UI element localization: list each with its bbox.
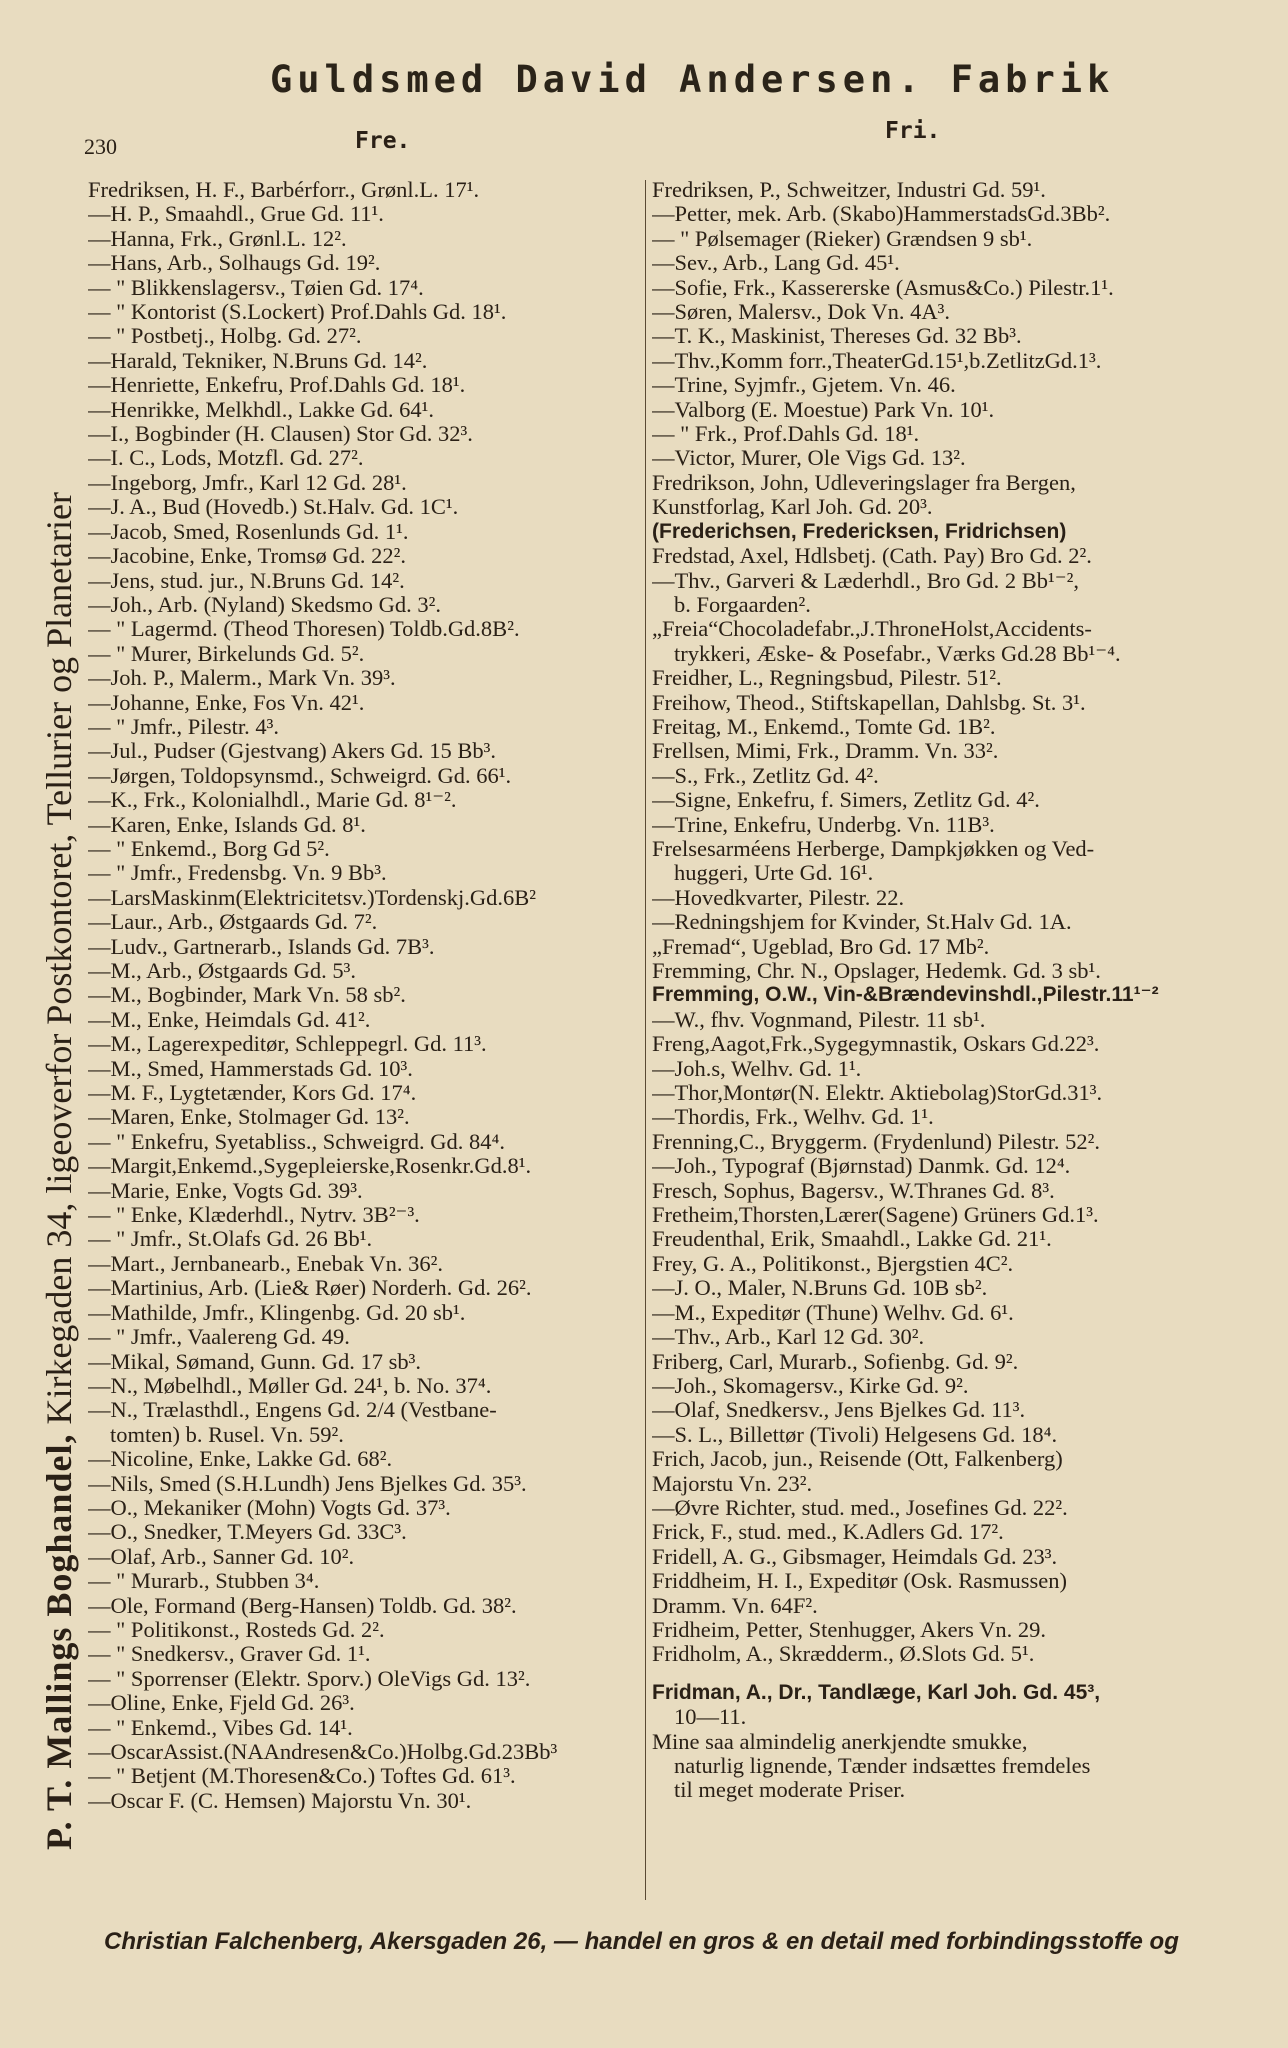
directory-entry: Mine saa almindelig anerkjendte smukke, bbox=[652, 1729, 1028, 1754]
side-ad-bold: P. T. Mallings Boghandel, bbox=[39, 1433, 79, 1850]
directory-entry: —Mart., Jernbanearb., Enebak Vn. 36². bbox=[88, 1251, 443, 1276]
directory-entry: „Freia“Chocoladefabr.,J.ThroneHolst,Accidents- bbox=[652, 617, 1092, 642]
directory-entry: —M., Lagerexpeditør, Schleppegrl. Gd. 11³. bbox=[88, 1032, 487, 1057]
header-title: Guldsmed David Andersen. bbox=[270, 58, 925, 101]
guide-word-left: Fre. bbox=[355, 128, 411, 154]
page-number: 230 bbox=[84, 134, 117, 159]
directory-entry: —Olaf, Snedkersv., Jens Bjelkes Gd. 11³. bbox=[652, 1398, 1026, 1423]
directory-entry: —O., Mekaniker (Mohn) Vogts Gd. 37³. bbox=[88, 1495, 451, 1520]
directory-entry: Freng,Aagot,Frk.,Sygegymnastik, Oskars Gd.22³. bbox=[652, 1032, 1100, 1057]
directory-entry: trykkeri, Æske- & Posefabr., Værks Gd.28 Bb¹⁻⁴. bbox=[674, 641, 1121, 666]
directory-entry: —Thv., Arb., Karl 12 Gd. 30². bbox=[652, 1325, 925, 1350]
directory-entry: —J. A., Bud (Hovedb.) St.Halv. Gd. 1C¹. bbox=[88, 495, 459, 520]
directory-entry: —LarsMaskinm(Elektricitetsv.)Tordenskj.Gd.6B² bbox=[88, 885, 537, 910]
directory-entry: —Jacob, Smed, Rosenlunds Gd. 1¹. bbox=[88, 519, 409, 544]
directory-entry: Fredstad, Axel, Hdlsbetj. (Cath. Pay) Bro Gd. 2². bbox=[652, 544, 1092, 569]
directory-entry: — " Politikonst., Rosteds Gd. 2². bbox=[88, 1617, 385, 1642]
directory-entry: —Hans, Arb., Solhaugs Gd. 19². bbox=[88, 251, 381, 276]
directory-entry: —Joh.s, Welhv. Gd. 1¹. bbox=[652, 1056, 862, 1081]
directory-entry: —M., Smed, Hammerstads Gd. 10³. bbox=[88, 1056, 413, 1081]
directory-entry: Freihow, Theod., Stiftskapellan, Dahlsbg. St. 3¹. bbox=[652, 690, 1086, 715]
directory-entry: —Sofie, Frk., Kassererske (Asmus&Co.) Pilestr.1¹. bbox=[652, 275, 1114, 300]
directory-entry: — " Jmfr., Vaalereng Gd. 49. bbox=[88, 1325, 350, 1350]
directory-entry: —Trine, Syjmfr., Gjetem. Vn. 46. bbox=[652, 373, 956, 398]
directory-entry: —Redningshjem for Kvinder, St.Halv Gd. 1A. bbox=[652, 910, 1072, 935]
directory-entry: —J. O., Maler, N.Bruns Gd. 10B sb². bbox=[652, 1276, 988, 1301]
directory-entry: Fridman, A., Dr., Tandlæge, Karl Joh. Gd. 45³, bbox=[652, 1680, 1101, 1704]
directory-entry: —N., Trælasthdl., Engens Gd. 2/4 (Vestbane- bbox=[88, 1398, 497, 1423]
directory-entry: Fretheim,Thorsten,Lærer(Sagene) Grüners Gd.1³. bbox=[652, 1203, 1099, 1228]
directory-entry: —M., Arb., Østgaards Gd. 5³. bbox=[88, 959, 356, 983]
directory-entry: —Ingeborg, Jmfr., Karl 12 Gd. 28¹. bbox=[88, 470, 407, 495]
right-column bbox=[652, 178, 1212, 1803]
directory-entry: — " Jmfr., St.Olafs Gd. 26 Bb¹. bbox=[88, 1227, 373, 1252]
directory-entry: Fredriksen, H. F., Barbérforr., Grønl.L. 17¹. bbox=[88, 178, 480, 202]
directory-entry: —Ole, Formand (Berg-Hansen) Toldb. Gd. 38². bbox=[88, 1593, 517, 1618]
guide-word-right: Fri. bbox=[885, 118, 941, 144]
directory-entry: —Oline, Enke, Fjeld Gd. 26³. bbox=[88, 1691, 355, 1716]
directory-entry: — " Enkemd., Borg Gd 5². bbox=[88, 836, 330, 861]
directory-entry: Fremming, O.W., Vin-&Brændevinshdl.,Pilestr.11¹⁻² bbox=[652, 983, 1159, 1007]
directory-entry: —Johanne, Enke, Fos Vn. 42¹. bbox=[88, 690, 365, 715]
side-advertisement bbox=[38, 260, 88, 1850]
directory-entry: Dramm. Vn. 64F². bbox=[652, 1593, 818, 1618]
directory-entry: —Jacobine, Enke, Tromsø Gd. 22². bbox=[88, 544, 406, 569]
directory-entry: — " Jmfr., Fredensbg. Vn. 9 Bb³. bbox=[88, 861, 387, 886]
directory-entry: Freidher, L., Regningsbud, Pilestr. 51². bbox=[652, 666, 1002, 691]
directory-entry: —Signe, Enkefru, f. Simers, Zetlitz Gd. 4². bbox=[652, 788, 1040, 813]
directory-entry: —Jens, stud. jur., N.Bruns Gd. 14². bbox=[88, 568, 405, 593]
directory-entry: — " Enkefru, Syetabliss., Schweigrd. Gd. 84⁴. bbox=[88, 1129, 505, 1154]
directory-entry: Frellsen, Mimi, Frk., Dramm. Vn. 33². bbox=[652, 739, 999, 764]
directory-entry: —S. L., Billettør (Tivoli) Helgesens Gd. 18⁴. bbox=[652, 1422, 1058, 1447]
directory-entry: „Fremad“, Ugeblad, Bro Gd. 17 Mb². bbox=[652, 934, 990, 959]
directory-entry: — " Lagermd. (Theod Thoresen) Toldb.Gd.8B². bbox=[88, 617, 520, 642]
directory-entry: — " Frk., Prof.Dahls Gd. 18¹. bbox=[652, 422, 920, 447]
directory-entry: —Henriette, Enkefru, Prof.Dahls Gd. 18¹. bbox=[88, 373, 466, 398]
directory-entry: —T. K., Maskinist, Thereses Gd. 32 Bb³. bbox=[652, 324, 1022, 349]
directory-entry: —M. F., Lygtetænder, Kors Gd. 17⁴. bbox=[88, 1081, 417, 1106]
directory-entry: Frey, G. A., Politikonst., Bjergstien 4C². bbox=[652, 1251, 1014, 1276]
directory-entry: —Thv., Garveri & Læderhdl., Bro Gd. 2 Bb¹⁻², bbox=[652, 568, 1079, 593]
directory-entry: —I., Bogbinder (H. Clausen) Stor Gd. 32³. bbox=[88, 422, 473, 447]
directory-entry: — " Pølsemager (Rieker) Grændsen 9 sb¹. bbox=[652, 226, 1033, 251]
directory-entry: —Joh., Typograf (Bjørnstad) Danmk. Gd. 12⁴. bbox=[652, 1154, 1071, 1179]
directory-entry: til meget moderate Priser. bbox=[674, 1778, 906, 1803]
directory-entry: —Hanna, Frk., Grønl.L. 12². bbox=[88, 226, 347, 251]
directory-entry: huggeri, Urte Gd. 16¹. bbox=[674, 861, 874, 886]
directory-entry: —S., Frk., Zetlitz Gd. 4². bbox=[652, 763, 879, 788]
directory-entry: —Joh., Arb. (Nyland) Skedsmo Gd. 3². bbox=[88, 592, 441, 617]
directory-entry: — " Snedkersv., Graver Gd. 1¹. bbox=[88, 1642, 371, 1667]
directory-entry: —Thor,Montør(N. Elektr. Aktiebolag)StorGd.31³. bbox=[652, 1081, 1103, 1106]
directory-entry: Fremming, Chr. N., Opslager, Hedemk. Gd. 3 sb¹. bbox=[652, 959, 1101, 983]
directory-entry: — " Murarb., Stubben 3⁴. bbox=[88, 1569, 320, 1594]
directory-entry: —Valborg (E. Moestue) Park Vn. 10¹. bbox=[652, 397, 995, 422]
directory-entry: —Øvre Richter, stud. med., Josefines Gd. 22². bbox=[652, 1495, 1068, 1520]
directory-entry: —Nicoline, Enke, Lakke Gd. 68². bbox=[88, 1447, 393, 1472]
directory-entry: Fredriksen, P., Schweitzer, Industri Gd. 59¹. bbox=[652, 178, 1046, 202]
directory-entry: —M., Bogbinder, Mark Vn. 58 sb². bbox=[88, 983, 406, 1008]
directory-entry: Fridell, A. G., Gibsmager, Heimdals Gd. 23³. bbox=[652, 1544, 1058, 1569]
directory-entry: —Margit,Enkemd.,Sygepleierske,Rosenkr.Gd.8¹. bbox=[88, 1154, 532, 1179]
directory-entry: —Olaf, Arb., Sanner Gd. 10². bbox=[88, 1544, 355, 1569]
directory-entry: Kunstforlag, Karl Joh. Gd. 20³. bbox=[652, 495, 933, 520]
directory-entry: naturlig lignende, Tænder indsættes fremdeles bbox=[674, 1754, 1091, 1778]
directory-entry: tomten) b. Rusel. Vn. 59². bbox=[110, 1422, 344, 1447]
directory-entry: —Joh., Skomagersv., Kirke Gd. 9². bbox=[652, 1373, 969, 1398]
directory-entry: Freitag, M., Enkemd., Tomte Gd. 1B². bbox=[652, 714, 996, 739]
directory-entry: Majorstu Vn. 23². bbox=[652, 1471, 813, 1496]
directory-entry: —Laur., Arb., Østgaards Gd. 7². bbox=[88, 910, 378, 935]
directory-entry: —W., fhv. Vognmand, Pilestr. 11 sb¹. bbox=[652, 1007, 986, 1032]
directory-entry: —Maren, Enke, Stolmager Gd. 13². bbox=[88, 1105, 410, 1130]
directory-entry: —Sev., Arb., Lang Gd. 45¹. bbox=[652, 251, 900, 276]
directory-entry: —Ludv., Gartnerarb., Islands Gd. 7B³. bbox=[88, 934, 435, 959]
left-column bbox=[88, 178, 648, 1813]
directory-entry: — " Postbetj., Holbg. Gd. 27². bbox=[88, 324, 362, 349]
directory-entry: Frick, F., stud. med., K.Adlers Gd. 17². bbox=[652, 1520, 1004, 1545]
side-ad-text: Kirkegaden 34, ligeoverfor Postkontoret, Tellurier og Planetarier bbox=[39, 492, 79, 1425]
directory-entry: Fridholm, A., Skrædderm., Ø.Slots Gd. 5¹. bbox=[652, 1642, 1035, 1667]
directory-entry: —M., Expeditør (Thune) Welhv. Gd. 6¹. bbox=[652, 1300, 1014, 1325]
directory-entry: Fredrikson, John, Udleveringslager fra Bergen, bbox=[652, 470, 1076, 495]
directory-entry: — " Kontorist (S.Lockert) Prof.Dahls Gd. 18¹. bbox=[88, 300, 507, 325]
running-header bbox=[270, 58, 1170, 101]
header-right: Fabrik bbox=[950, 58, 1115, 101]
directory-entry: — " Murer, Birkelunds Gd. 5². bbox=[88, 641, 365, 666]
directory-entry: Frelsesarméens Herberge, Dampkjøkken og Ved- bbox=[652, 836, 1095, 861]
directory-entry: Frich, Jacob, jun., Reisende (Ott, Falkenberg) bbox=[652, 1447, 1063, 1472]
directory-entry: —H. P., Smaahdl., Grue Gd. 11¹. bbox=[88, 202, 384, 227]
directory-entry: —Henrikke, Melkhdl., Lakke Gd. 64¹. bbox=[88, 397, 435, 422]
directory-entry: —O., Snedker, T.Meyers Gd. 33C³. bbox=[88, 1520, 407, 1545]
directory-entry: — " Sporrenser (Elektr. Sporv.) OleVigs Gd. 13². bbox=[88, 1666, 531, 1691]
directory-entry: —K., Frk., Kolonialhdl., Marie Gd. 8¹⁻². bbox=[88, 788, 457, 813]
directory-entry: —Trine, Enkefru, Underbg. Vn. 11B³. bbox=[652, 812, 995, 837]
directory-entry: Frenning,C., Bryggerm. (Frydenlund) Pilestr. 52². bbox=[652, 1129, 1100, 1154]
directory-entry: Friddheim, H. I., Expeditør (Osk. Rasmussen) bbox=[652, 1569, 1067, 1594]
directory-entry: (Frederichsen, Fredericksen, Fridrichsen) bbox=[652, 519, 1067, 543]
directory-entry: —Thv.,Komm forr.,TheaterGd.15¹,b.ZetlitzGd.1³. bbox=[652, 348, 1102, 373]
directory-entry: —Joh. P., Malerm., Mark Vn. 39³. bbox=[88, 666, 396, 691]
directory-entry: —Harald, Tekniker, N.Bruns Gd. 14². bbox=[88, 348, 428, 373]
directory-entry: —Hovedkvarter, Pilestr. 22. bbox=[652, 885, 905, 910]
directory-entry: —Oscar F. (C. Hemsen) Majorstu Vn. 30¹. bbox=[88, 1788, 472, 1813]
directory-entry: — " Enkemd., Vibes Gd. 14¹. bbox=[88, 1715, 353, 1740]
directory-entry: — " Enke, Klæderhdl., Nytrv. 3B²⁻³. bbox=[88, 1203, 420, 1228]
directory-entry: —Karen, Enke, Islands Gd. 8¹. bbox=[88, 812, 366, 837]
directory-entry: —Jul., Pudser (Gjestvang) Akers Gd. 15 Bb³. bbox=[88, 739, 496, 764]
directory-entry: —Jørgen, Toldopsynsmd., Schweigrd. Gd. 66¹. bbox=[88, 763, 512, 788]
directory-entry: —Martinius, Arb. (Lie& Røer) Norderh. Gd. 26². bbox=[88, 1276, 532, 1301]
directory-entry: —Victor, Murer, Ole Vigs Gd. 13². bbox=[652, 446, 966, 471]
directory-entry: — " Betjent (M.Thoresen&Co.) Toftes Gd. 61³. bbox=[88, 1764, 516, 1789]
directory-entry: Friberg, Carl, Murarb., Sofienbg. Gd. 9². bbox=[652, 1349, 1019, 1374]
directory-entry: 10—11. bbox=[674, 1705, 747, 1730]
directory-entry: —Søren, Malersv., Dok Vn. 4A³. bbox=[652, 300, 950, 325]
directory-entry: —Thordis, Frk., Welhv. Gd. 1¹. bbox=[652, 1105, 934, 1130]
directory-entry: b. Forgaarden². bbox=[674, 592, 811, 617]
directory-entry: Fresch, Sophus, Bagersv., W.Thranes Gd. 8³. bbox=[652, 1178, 1055, 1203]
directory-entry: — " Jmfr., Pilestr. 4³. bbox=[88, 714, 279, 739]
directory-entry: —M., Enke, Heimdals Gd. 41². bbox=[88, 1007, 371, 1032]
directory-entry bbox=[652, 1667, 1212, 1681]
directory-entry: —OscarAssist.(NAAndresen&Co.)Holbg.Gd.23Bb³ bbox=[88, 1740, 558, 1764]
directory-entry: — " Blikkenslagersv., Tøien Gd. 17⁴. bbox=[88, 275, 424, 300]
footer-advertisement: Christian Falchenberg, Akersgaden 26, — handel en gros & en detail med forbindingsstoffe og bbox=[104, 1928, 1179, 1955]
directory-entry: Freudenthal, Erik, Smaahdl., Lakke Gd. 21¹. bbox=[652, 1227, 1052, 1252]
column-divider bbox=[645, 180, 646, 1900]
directory-entry: —I. C., Lods, Motzfl. Gd. 27². bbox=[88, 446, 364, 471]
directory-entry: —Mikal, Sømand, Gunn. Gd. 17 sb³. bbox=[88, 1349, 421, 1374]
directory-entry: —Petter, mek. Arb. (Skabo)HammerstadsGd.3Bb². bbox=[652, 202, 1111, 227]
directory-entry: —Mathilde, Jmfr., Klingenbg. Gd. 20 sb¹. bbox=[88, 1300, 466, 1325]
directory-entry: —Marie, Enke, Vogts Gd. 39³. bbox=[88, 1178, 363, 1203]
directory-entry: —N., Møbelhdl., Møller Gd. 24¹, b. No. 37⁴. bbox=[88, 1373, 492, 1398]
directory-entry: —Nils, Smed (S.H.Lundh) Jens Bjelkes Gd. 35³. bbox=[88, 1471, 527, 1496]
directory-entry: Fridheim, Petter, Stenhugger, Akers Vn. 29. bbox=[652, 1617, 1046, 1642]
